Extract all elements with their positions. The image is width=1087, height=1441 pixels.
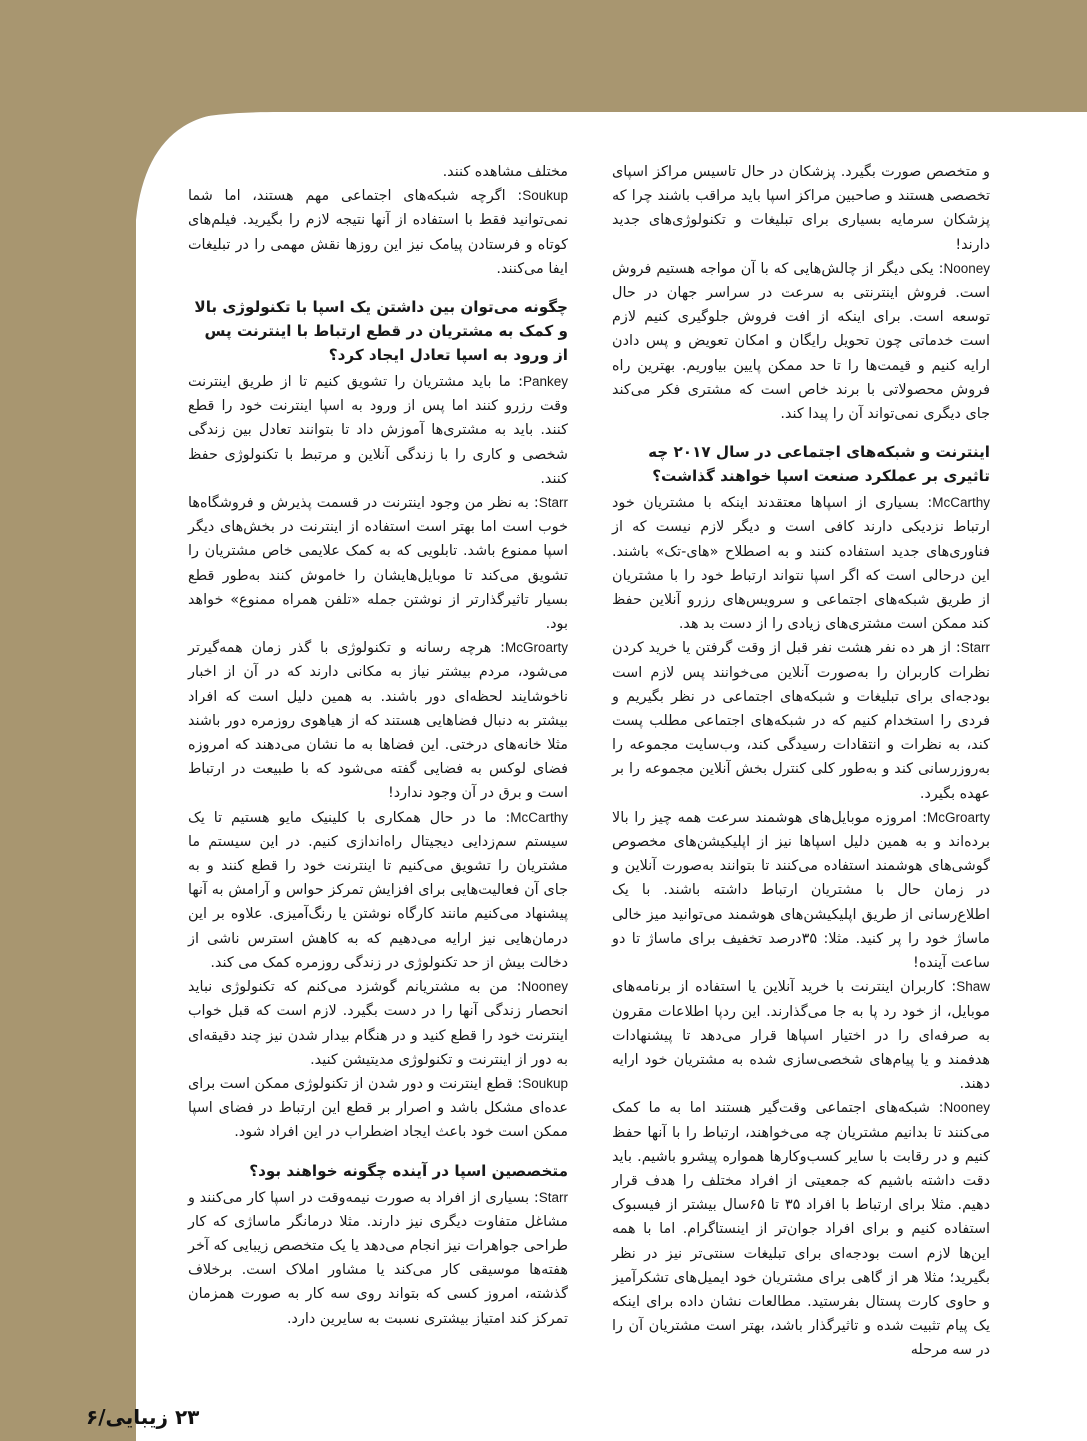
speaker-name: McGroarty: [926, 809, 990, 825]
speaker-name: Nooney: [943, 1100, 990, 1116]
speaker-name: McGroarty: [504, 640, 568, 656]
paragraph-text: : ما در حال همکاری با کلینیک مایو هستیم تا یک سیستم سم‌زدایی دیجیتال راه‌اندازی کنیم. در این سیستم ما مشتریان را تشویق می‌کنیم تا اینترنت خود را قطع کنند و به جای آن فعالیت‌هایی برای افزایش تمرکز حواس و آرامش به آنها پیشنهاد می‌کنیم مانند کارگاه نوشتن یا رنگ‌آمیزی. علاوه بر این درمان‌هایی نیز ارایه می‌دهیم که به کاهش استرس ناشی از دخالت بیش از حد تکنولوژی در زندگی روزمره کمک می کند.: [188, 809, 568, 971]
paragraph: [188, 806, 568, 975]
question-heading: اینترنت و شبکه‌های اجتماعی در سال ۲۰۱۷ چه تاثیری بر عملکرد صنعت اسپا خواهند گذاشت؟: [648, 443, 990, 486]
speaker-name: Starr: [960, 640, 990, 656]
paragraph-text: و متخصص صورت بگیرد. پزشکان در حال تاسیس مراکز اسپای تخصصی هستند و صاحبین مراکز اسپا باید مراقب باشند چرا که پزشکان سرمایه بسیاری برای تبلیغات و تکنولوژی‌های جدید دارند!: [612, 164, 990, 253]
speaker-name: Nooney: [943, 260, 990, 276]
paragraph: [188, 491, 568, 636]
page-footer: [86, 1405, 199, 1429]
paragraph-text: : بسیاری از افراد به صورت نیمه‌وقت در اسپا کار می‌کنند و مشاغل متفاوت دیگری نیز دارند. مثلا درمانگر ماساژی که کار طراحی جواهرات نیز انجام می‌دهد یا یک متخصص زیبایی که آخر هفته‌ها موسیقی کار می‌کند یا مشاور املاک است. برخلاف گذشته، امروز کسی که بتواند روی سه کار به صورت همزمان تمرکز کند امتیاز بیشتری نسبت به سایرین دارد.: [188, 1189, 568, 1327]
paragraph-text: : یکی دیگر از چالش‌هایی که با آن مواجه هستیم فروش است. فروش اینترنتی به سرعت در سراسر جهان در حال توسعه است. برای اینکه از افت فروش جلوگیری کنیم لازم است خدماتی چون تحویل رایگان و امکان تعویض و پس دادن ارایه کنیم و قیمت‌ها را تا حد ممکن پایین بیاوریم. بهترین راه فروش محصولاتی با برند خاص است که مشتری فکر می‌کند جای دیگری نمی‌تواند آن را پیدا کند.: [612, 260, 990, 423]
issue-label: زیبایی/۶: [86, 1405, 168, 1429]
paragraph-text: : ما باید مشتریان را تشویق کنیم تا از طریق اینترنت وقت رزرو کنند اما پس از ورود به اسپا اینترنت خود را قطع کنند. باید به مشتری‌ها آموزش داد تا بتوانند تعادل بین زندگی شخصی و کاری را با زندگی آنلاین و مرتبط با تکنولوژی حفظ کنند.: [188, 374, 568, 487]
paragraph: [612, 806, 990, 975]
speaker-name: Pankey: [522, 374, 568, 390]
speaker-name: Soukup: [522, 188, 568, 204]
paragraph: [612, 975, 990, 1096]
paragraph-text: : بسیاری از اسپاها معتقدند اینکه با مشتریان خود ارتباط نزدیکی دارند کافی است و دیگر لازم نیست که از فناوری‌های جدید استفاده کنند و به اصطلاح «های-تک» باشند. این درحالی است که اگر اسپا نتواند ارتباط خود را با مشتریان از طریق شبکه‌های اجتماعی و سرویس‌های رزرو آنلاین حفظ کند ممکن است مشتری‌های زیادی را از دست بد هد.: [612, 495, 990, 633]
speaker-name: Starr: [538, 495, 568, 511]
paragraph: [612, 1096, 990, 1362]
paragraph: [188, 1072, 568, 1145]
paragraph-text: : من به مشتریانم گوشزد می‌کنم که تکنولوژی نباید انحصار زندگی آنها را در دست بگیرد. لازم است که قبل خواب اینترنت خود را قطع کنید و در هنگام بیدار شدن نیز چند دقیقه‌ای به دور از اینترنت و تکنولوژی مدیتیشن کنید.: [188, 979, 568, 1068]
speaker-name: McCarthy: [510, 809, 568, 825]
paragraph: [612, 160, 990, 257]
paragraph-text: : کاربران اینترنت با خرید آنلاین یا استفاده از برنامه‌های موبایل، از خود رد پا به جا می‌گذارند. این ردپا اطلاعات مقرون به صرفه‌ای را در اختیار اسپاها قرار می‌دهد تا پیشنهادات هدفمند و یا پیام‌های شخصی‌سازی شده به مشتریان خود ارایه دهند.: [612, 979, 990, 1093]
question-heading: متخصصین اسپا در آینده چگونه خواهند بود؟: [249, 1161, 568, 1180]
speaker-name: Nooney: [521, 979, 568, 995]
paragraph-text: : قطع اینترنت و دور شدن از تکنولوژی ممکن است برای عده‌ای مشکل باشد و اصرار بر قطع این ارتباط در فضای اسپا ممکن است خود باعث ایجاد اضطراب در این افراد شود.: [188, 1075, 568, 1141]
paragraph: [188, 160, 568, 184]
article-column-right: [612, 160, 990, 1363]
paragraph-text: : امروزه موبایل‌های هوشمند سرعت همه چیز را بالا برده‌اند و به همین دلیل اسپاها نیز از اپلیکیشن‌های مخصوص گوشی‌های هوشمند استفاده می‌کنند تا بتوانند به‌صورت آنلاین و در زمان حال با مشتریان ارتباط داشته باشند. با یک اطلاع‌رسانی از طریق اپلیکیشن‌های هوشمند می‌توانید میز خالی ماساژ خود را پر کنید. مثلا: ۳۵درصد تخفیف برای ماساژ تا دو ساعت آینده!: [612, 809, 990, 972]
paragraph: [188, 636, 568, 805]
paragraph-text: : از هر ده نفر هشت نفر قبل از وقت گرفتن یا خرید کردن نظرات کاربران را به‌صورت آنلاین می‌خوانند پس لازم است بودجه‌ای برای تبلیغات و شبکه‌های اجتماعی در نظر بگیریم و فردی را استخدام کنیم که در شبکه‌های اجتماعی مطلب پست کند، به نظرات و انتقادات رسیدگی کند، وب‌سایت مجموعه را به‌روزرسانی کند و به‌طور کلی کنترل بخش آنلاین مجموعه را بر عهده بگیرد.: [612, 640, 990, 802]
paragraph: [612, 636, 990, 805]
paragraph: [188, 184, 568, 281]
paragraph: [188, 370, 568, 491]
paragraph-text: : شبکه‌های اجتماعی وقت‌گیر هستند اما به ما کمک می‌کنند تا بدانیم مشتریان چه می‌خواهند، ارتباط را با آنها حفظ کنیم و در رقابت با سایر کسب‌وکارها همواره پیشرو باشیم. باید دقت داشته باشیم که جمعیتی از افراد مختلف را هدف قرار دهیم. مثلا برای ارتباط با افراد ۳۵ تا ۶۵سال بیشتر از فیسبوک استفاده کنیم و برای افراد جوان‌تر از اینستاگرام. اما با همه این‌ها لازم است بودجه‌ای برای تبلیغات سنتی‌تر نیز در نظر بگیرید؛ مثلا هر از گاهی برای مشتریان خود ایمیل‌های تشکرآمیز و حاوی کارت پستال بفرستید. مطالعات نشان داده برای اینکه یک پیام تثبیت شده و تاثیرگذار باشد، بهتر است مشتریان آن را در سه مرحله: [612, 1100, 990, 1359]
speaker-name: McCarthy: [932, 495, 990, 511]
paragraph: [612, 491, 990, 636]
paragraph-text: : اگرچه شبکه‌های اجتماعی مهم هستند، اما شما نمی‌توانید فقط با استفاده از آنها نتیجه لازم را بگیرید. فیلم‌های کوتاه و فرستادن پیامک نیز این روزها نقش مهمی را در تبلیغات ایفا می‌کنند.: [188, 188, 568, 277]
question-heading: چگونه می‌توان بین داشتن یک اسپا با تکنولوژی بالا و کمک به مشتریان در قطع ارتباط با اینترنت پس از ورود به اسپا تعادل ایجاد کرد؟: [194, 298, 568, 365]
paragraph: [188, 1186, 568, 1331]
article-column-left: [188, 160, 568, 1331]
paragraph-text: مختلف مشاهده کنند.: [442, 164, 568, 180]
page-number: ۲۳: [174, 1405, 200, 1429]
paragraph: [612, 257, 990, 426]
paragraph-text: : به نظر من وجود اینترنت در قسمت پذیرش و فروشگاه‌ها خوب است اما بهتر است استفاده از اینترنت در بخش‌های دیگر اسپا ممنوع باشد. تابلویی که به کمک علایمی خاص مشتریان را تشویق می‌کند تا موبایل‌هایشان را خاموش کنند به‌طور قطع بسیار تاثیرگذارتر از نوشتن جمله «تلفن همراه ممنوع» خواهد بود.: [188, 495, 568, 633]
speaker-name: Shaw: [956, 979, 990, 995]
speaker-name: Soukup: [522, 1075, 568, 1091]
paragraph: [188, 975, 568, 1072]
decorative-left-band: [0, 0, 136, 1441]
paragraph-text: : هرچه رسانه و تکنولوژی با گذر زمان همه‌گیرتر می‌شود، مردم بیشتر نیاز به مکانی دارند که در آن از اخبار ناخوشایند لحظه‌ای دور باشند. به همین دلیل است که افراد بیشتر به دنبال فضاهایی هستند که از هیاهوی روزمره دور باشند مثلا خانه‌های درختی. این فضاها به ما نشان می‌دهند که امروزه فضای لوکس به فضایی گفته می‌شود که با طبیعت در ارتباط است و برق در آن وجود ندارد!: [188, 640, 568, 802]
speaker-name: Starr: [538, 1189, 568, 1205]
